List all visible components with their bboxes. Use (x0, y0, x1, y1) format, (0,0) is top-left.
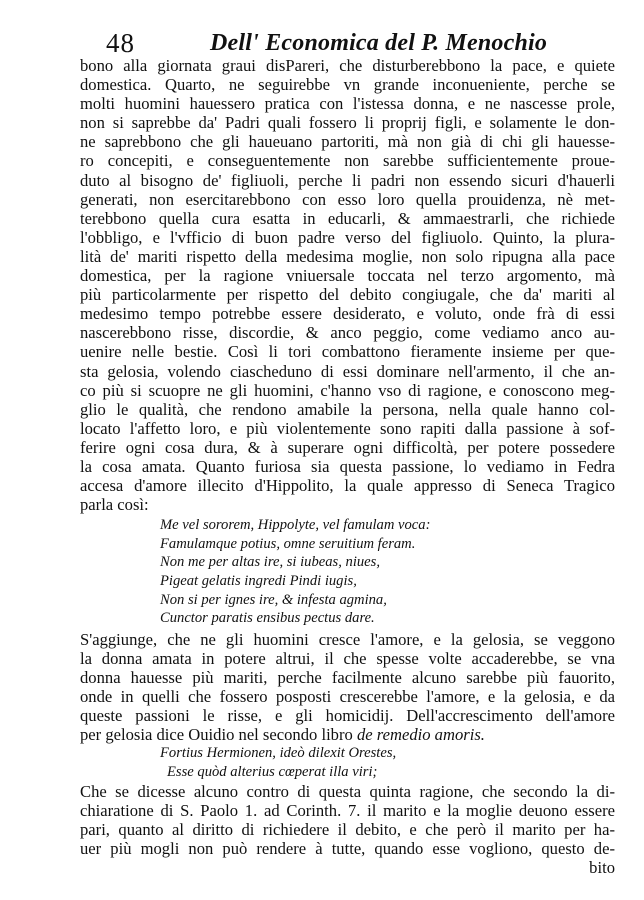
text-line: donna hauesse più mariti, perche facilmente alcuno sarebbe più fauorito, (80, 668, 615, 687)
text-line: S'aggiunge, che ne gli huomini cresce l'amore, e la gelosia, se veggono (80, 629, 615, 649)
text-line: accesa d'amore illecito d'Hippolito, la quale appresso di Seneca Tragico (80, 476, 615, 496)
book-citation: de remedio amoris. (356, 725, 485, 745)
verse-quote-ovid (80, 744, 615, 781)
text-line: nascerebbono risse, discordie, & anco peggio, come vediamo anco au- (80, 323, 615, 343)
text-line: locato l'affetto loro, e più violentemente sono rapiti dalla passione à sof- (80, 418, 615, 438)
verse-line: Pigeat gelatis ingredi Pindi iugis, (160, 573, 357, 590)
text-line: glio le qualità, che rendono amabile la persona, nella quale hanno col- (80, 399, 615, 419)
text-line: la donna amata in potere altrui, il che spesse volte accaderebbe, se vna (80, 648, 615, 668)
text-line: ro concepiti, e conseguentemente non sarebbe sufficientemente proue- (80, 151, 615, 171)
text-line: parla così: (80, 495, 149, 515)
verse-line: Non si per ignes ire, & infesta agmina, (160, 591, 387, 608)
text-line: generati, non esercitarebbono con esso loro quella prouidenza, nè met- (80, 189, 615, 209)
text-line: molti huomini hauessero pratica con l'istessa donna, e ne nascesse prole, (80, 94, 615, 114)
running-title: Dell' Economica del P. Menochio (210, 30, 548, 56)
text-line: terebbono quella cura esatta in educarli, & ammaestrarli, che richiede (80, 208, 615, 228)
text-line: uenire nelle bestie. Così li tori combattono fieramente insieme per que- (80, 342, 615, 362)
text-line: domestica. Quarto, ne seguirebbe vn grande inconueniente, perche se (80, 75, 615, 95)
verse-line: Cunctor paratis ensibus pectus dare. (160, 610, 375, 627)
text-line: queste passioni le risse, e gli homicidij. Dell'accrescimento dell'amore (80, 706, 615, 726)
page-body (80, 56, 615, 877)
text-line: la cosa amata. Quanto furiosa sia questa passione, lo vediamo in Fedra (80, 456, 615, 476)
text-line: pari, quanto al diritto di richiedere il debito, e che però il marito per ha- (80, 819, 615, 839)
text-run: per gelosia dice Ouidio nel secondo libro (80, 725, 357, 745)
verse-line: Famulamque potius, omne seruitium feram. (160, 535, 416, 552)
text-line: co più si scuopre ne gli huomini, c'hanno vso di ragione, e conoscono meg- (80, 380, 615, 400)
text-line: ne saprebbono che gli haueuano partoriti, mà non già di chi gli hauesse- (80, 132, 615, 152)
text-line: Che se dicesse alcuno contro di questa quinta ragione, che secondo la di- (80, 781, 615, 801)
text-line (80, 725, 615, 744)
text-line: più particolarmente per rispetto del debito congiugale, che da' mariti al (80, 285, 615, 305)
paragraph-3 (80, 782, 615, 877)
verse-line: Fortius Hermionen, ideò dilexit Orestes, (160, 745, 397, 762)
text-line: sta gelosia, volendo ciascheduno di essi dominare nell'armento, il che an- (80, 361, 615, 381)
catchword: bito (589, 857, 615, 877)
text-line: non si saprebbe da' Padri quali fossero li proprij figli, e solamente le don- (80, 113, 615, 133)
verse-line: Me vel sororem, Hippolyte, vel famulam voca: (160, 517, 431, 534)
paragraph-2 (80, 630, 615, 745)
page-number: 48 (106, 28, 135, 58)
text-line: bono alla giornata graui disPareri, che disturberebbono la pace, e quiete (80, 56, 615, 75)
text-line: l'obbligo, e l'vfficio di buon padre verso del figliuolo. Quinto, la plura- (80, 227, 615, 247)
verse-quote-seneca (80, 516, 615, 628)
verse-line: Esse quòd alterius cœperat illa viri; (167, 763, 378, 780)
text-line: ferire ogni cosa dura, & à superare ogni difficoltà, per potere possedere (80, 437, 615, 457)
text-line: onde in quelli che fossero posposti crescerebbe l'amore, e la gelosia, e da (80, 687, 615, 707)
text-line: lità de' mariti rispetto della medesima moglie, non solo ripugna alla pace (80, 246, 615, 266)
paragraph-1 (80, 56, 615, 514)
text-line: medesimo tempo potrebbe essere desiderato, e voluto, onde frà di essi (80, 304, 615, 324)
text-line: uer più mogli non può rendere à tutte, quando esse vogliono, questo de- (80, 838, 615, 858)
verse-line: Non me per altas ire, si iubeas, niues, (160, 554, 380, 571)
text-line: duto al bisogno de' figliuoli, perche li padri non essendo sicuri d'hauerli (80, 170, 615, 190)
text-line: chiaratione di S. Paolo 1. ad Corinth. 7. il marito e la moglie deuono essere (80, 800, 615, 820)
text-line: domestica, per la ragione vniuersale toccata nel terzo argomento, mà (80, 266, 615, 286)
